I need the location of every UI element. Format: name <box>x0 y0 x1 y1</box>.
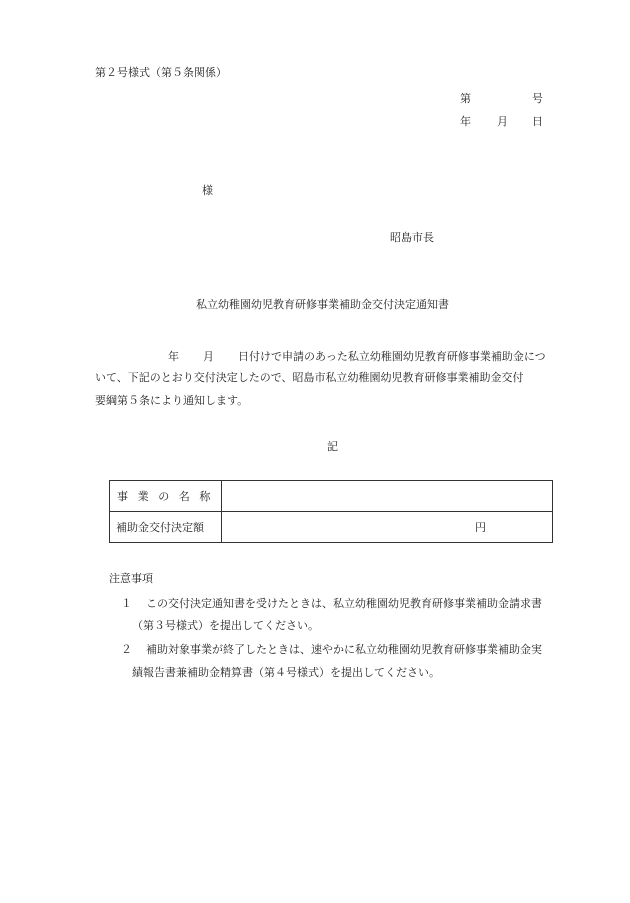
date-year: 年 <box>460 115 471 128</box>
grant-info-table <box>109 480 553 543</box>
note-1-line-2: （第３号様式）を提出してください。 <box>132 619 319 632</box>
addressee-suffix: 様 <box>202 184 213 197</box>
body-line-2: いて、下記のとおり交付決定したので、昭島市私立幼稚園幼児教育研修事業補助金交付 <box>95 371 524 384</box>
note-2-line-2: 績報告書兼補助金精算書（第４号様式）を提出してください。 <box>132 666 440 679</box>
table-row <box>110 512 553 543</box>
document-title: 私立幼稚園幼児教育研修事業補助金交付決定通知書 <box>196 298 449 311</box>
body-year: 年 <box>168 350 179 363</box>
doc-number-prefix: 第 <box>460 92 471 105</box>
note-2-line-1: 補助対象事業が終了したときは、速やかに私立幼稚園幼児教育研修事業補助金実 <box>146 643 542 656</box>
grant-amount-label: 補助金交付決定額 <box>110 512 222 543</box>
doc-number-suffix: 号 <box>532 92 543 105</box>
date-month: 月 <box>497 115 508 128</box>
notes-heading: 注意事項 <box>109 572 153 585</box>
note-1-line-1: この交付決定通知書を受けたときは、私立幼稚園幼児教育研修事業補助金請求書 <box>146 597 542 610</box>
note-2-number: ２ <box>121 643 132 656</box>
date-day: 日 <box>532 115 543 128</box>
ki-heading: 記 <box>327 440 338 453</box>
body-line-3: 要綱第５条により通知します。 <box>95 394 249 407</box>
issuer: 昭島市長 <box>390 231 434 244</box>
grant-amount-unit: 円 <box>222 512 553 543</box>
form-number: 第２号様式（第５条関係） <box>95 66 227 79</box>
body-line-1-text: 日付けで申請のあった私立幼稚園幼児教育研修事業補助金につ <box>238 350 546 363</box>
note-1-number: １ <box>121 597 132 610</box>
table-row <box>110 481 553 512</box>
body-month: 月 <box>203 350 214 363</box>
business-name-label: 事業の名称 <box>110 481 222 512</box>
business-name-value <box>222 481 553 512</box>
